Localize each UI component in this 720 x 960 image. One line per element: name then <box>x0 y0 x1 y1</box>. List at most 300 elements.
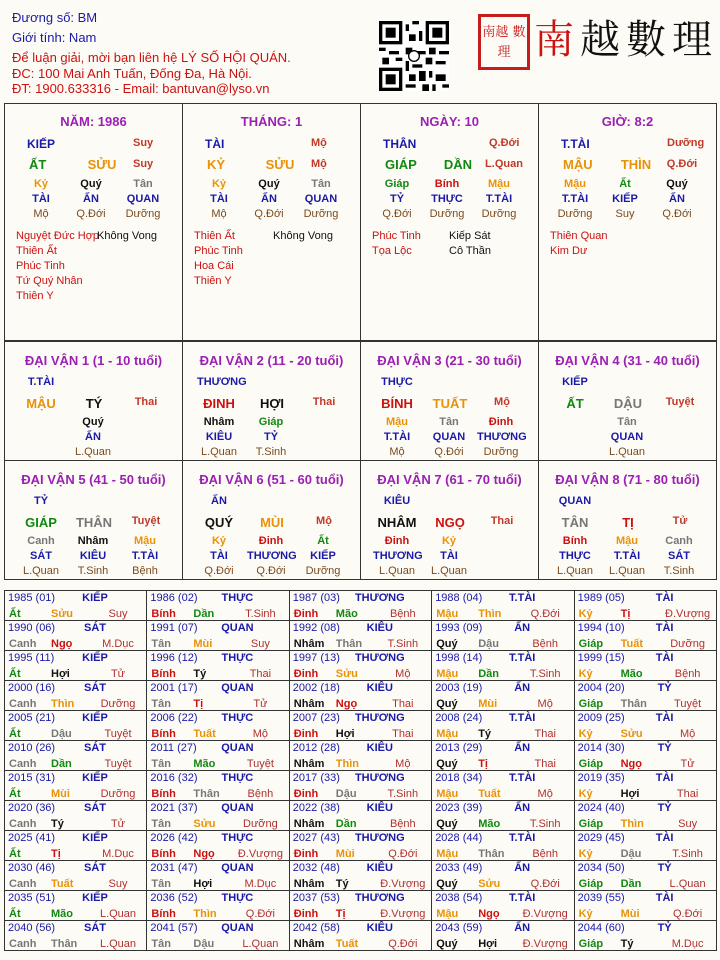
year-can: Kỷ <box>578 788 593 800</box>
daivan-hidden-stage: Q.Đới <box>256 565 286 577</box>
year-cell <box>574 920 717 951</box>
year-chi: Ngọ <box>51 638 73 650</box>
pillar-title: NGÀY: 10 <box>420 114 479 129</box>
daivan-stage: Tuyệt <box>665 396 695 408</box>
year-label: 1999 (15) <box>577 652 625 664</box>
year-label: 1986 (02) <box>150 592 198 604</box>
daivan-hidden-god: KIÊU <box>205 431 233 443</box>
year-cell <box>289 650 432 681</box>
daivan-hidden-stage: Q.Đới <box>434 446 464 458</box>
daivan-hidden-god: SÁT <box>30 550 52 562</box>
daivan-hidden-stem: Canh <box>27 535 55 547</box>
year-cell <box>146 770 289 801</box>
year-cell <box>289 740 432 771</box>
daivan-chi: HỢI <box>259 396 285 411</box>
year-can: Mậu <box>436 848 459 860</box>
year-god: SÁT <box>84 622 106 634</box>
year-label: 2006 (22) <box>150 712 198 724</box>
year-god: QUAN <box>221 802 254 814</box>
year-god: ẤN <box>514 622 531 634</box>
year-cell <box>431 800 574 831</box>
daivan-chi: TUẤT <box>432 396 468 411</box>
star-item: Thiên Ất <box>16 245 57 257</box>
daivan-stage: Mộ <box>316 515 332 527</box>
year-label: 2015 (31) <box>8 772 56 784</box>
pillar-god: THÂN <box>383 137 417 151</box>
daivan-hidden-stem: Mậu <box>134 535 156 547</box>
year-chi: Hợi <box>620 788 640 800</box>
contact-note: Để luận giải, mời bạn liên hệ LÝ SỐ HỘI QUÁN. <box>12 50 291 65</box>
daivan-hidden-stem: Canh <box>665 535 693 547</box>
year-chi: Dần <box>51 758 72 770</box>
year-chi: Sửu <box>620 728 643 740</box>
daivan-hidden-god: THƯƠNG <box>247 550 297 562</box>
year-cell <box>4 620 147 651</box>
daivan-title: ĐẠI VẬN 7 (61 - 70 tuổi) <box>377 472 522 487</box>
year-stage: Suy <box>108 608 128 620</box>
year-label: 2012 (28) <box>292 742 340 754</box>
daivan-can: NHÂM <box>377 515 417 530</box>
year-stage: M.Dục <box>102 638 134 650</box>
daivan-hidden-stem: Quý <box>82 416 104 428</box>
year-can: Bính <box>151 848 176 860</box>
year-label: 2040 (56) <box>8 922 56 934</box>
daivan-hidden-stage: T.Sinh <box>663 565 695 577</box>
year-chi: Ngọ <box>478 908 500 920</box>
year-label: 2017 (33) <box>292 772 340 784</box>
daivan-title: ĐẠI VẬN 2 (11 - 20 tuổi) <box>199 353 344 368</box>
year-stage: L.Quan <box>242 938 279 950</box>
year-can: Tân <box>151 878 171 890</box>
daivan-hidden-stem: Nhâm <box>77 535 109 547</box>
year-label: 2003 (19) <box>435 682 483 694</box>
year-cell <box>574 770 717 801</box>
year-chi: Tuất <box>335 938 359 950</box>
hidden-stem: Bính <box>434 178 460 190</box>
year-stage: T.Sinh <box>387 638 419 650</box>
year-can: Giáp <box>578 818 604 830</box>
year-can: Tân <box>151 638 171 650</box>
year-chi: Dần <box>478 668 499 680</box>
year-cell <box>289 770 432 801</box>
hidden-stage: Dưỡng <box>481 208 517 220</box>
year-cell <box>574 860 717 891</box>
year-chi: Thìn <box>478 608 502 620</box>
year-god: T.TÀI <box>509 652 536 664</box>
year-can: Nhâm <box>293 758 325 770</box>
year-god: QUAN <box>221 622 254 634</box>
year-cell <box>4 710 147 741</box>
phone-email: ĐT: 1900.633316 - Email: bantuvan@lyso.vn <box>12 81 270 96</box>
year-chi: Thân <box>193 788 220 800</box>
daivan-chi: TÝ <box>85 396 103 411</box>
year-stage: Đ.Vượng <box>380 908 426 920</box>
year-stage: Suy <box>678 818 698 830</box>
year-god: THƯƠNG <box>354 712 405 724</box>
year-cell <box>146 650 289 681</box>
year-chi: Ngọ <box>335 698 358 710</box>
star-item: Thiên Y <box>194 275 232 287</box>
daivan-card <box>360 341 539 461</box>
hidden-stem: Tân <box>133 178 153 190</box>
year-god: KIẾP <box>82 592 108 604</box>
year-label: 2005 (21) <box>8 712 56 724</box>
year-god: TÀI <box>655 832 674 844</box>
daivan-hidden-stem: Kỷ <box>441 535 457 547</box>
year-chi: Dậu <box>51 728 72 740</box>
year-god: THƯƠNG <box>354 832 405 844</box>
year-chi: Tý <box>478 728 492 740</box>
year-cell <box>431 890 574 921</box>
year-god: THỰC <box>221 712 254 724</box>
year-chi: Hợi <box>335 728 355 740</box>
hidden-god: TÀI <box>210 193 228 205</box>
brand-char: 數 <box>626 17 672 63</box>
year-can: Nhâm <box>293 818 325 830</box>
year-chi: Tý <box>620 938 634 950</box>
year-can: Tân <box>151 938 171 950</box>
year-chi: Mùi <box>193 638 213 650</box>
year-can: Giáp <box>578 758 604 770</box>
hidden-stage: Q.Đới <box>76 208 106 220</box>
year-can: Mậu <box>436 788 459 800</box>
year-stage: Đ.Vượng <box>522 908 568 920</box>
year-label: 2024 (40) <box>577 802 625 814</box>
year-label: 1998 (14) <box>435 652 483 664</box>
address: ĐC: 100 Mai Anh Tuấn, Đống Đa, Hà Nội. <box>12 66 252 81</box>
daivan-god: KIẾP <box>562 376 588 388</box>
year-stage: Thai <box>392 698 414 710</box>
daivan-stage: Thai <box>312 396 336 408</box>
pillar-chi: SỬU <box>265 157 295 172</box>
year-cell <box>574 680 717 711</box>
pillar-chi: SỬU <box>87 157 117 172</box>
year-chi: Mão <box>51 908 73 920</box>
year-can: Quý <box>436 698 458 710</box>
daivan-hidden-god: TÀI <box>210 550 228 562</box>
year-stage: T.Sinh <box>245 608 276 620</box>
year-cell <box>289 680 432 711</box>
person-name: Đương số: BM <box>12 10 98 25</box>
year-chi: Sửu <box>193 818 216 830</box>
year-can: Kỷ <box>578 848 593 860</box>
year-stage: Tử <box>680 758 695 770</box>
year-god: T.TÀI <box>509 892 536 904</box>
daivan-chi: TỊ <box>622 515 634 530</box>
year-cell <box>4 650 147 681</box>
year-chi: Thân <box>335 638 363 650</box>
year-god: SÁT <box>84 862 106 874</box>
year-stage: Thai <box>676 788 699 800</box>
year-stage: Q.Đới <box>245 908 275 920</box>
year-stage: Dưỡng <box>670 638 705 650</box>
year-stage: Mộ <box>252 728 269 740</box>
year-label: 2007 (23) <box>292 712 340 724</box>
daivan-hidden-god: SÁT <box>668 550 690 562</box>
star-item: Kiếp Sát <box>449 230 491 242</box>
year-chi: Tị <box>478 758 488 770</box>
daivan-chi: THÂN <box>75 515 113 530</box>
year-cell <box>431 680 574 711</box>
daivan-hidden-stem: Giáp <box>258 416 284 428</box>
year-god: QUAN <box>221 742 254 754</box>
year-chi: Mão <box>620 668 643 680</box>
year-label: 2018 (34) <box>435 772 483 784</box>
year-label: 2019 (35) <box>577 772 625 784</box>
daivan-hidden-god: KIÊU <box>79 550 107 562</box>
daivan-hidden-god: T.TÀI <box>383 431 411 443</box>
year-god: KIÊU <box>366 622 393 634</box>
year-cell <box>4 770 147 801</box>
daivan-title: ĐẠI VẬN 5 (41 - 50 tuổi) <box>21 472 166 487</box>
year-stage: Tuyệt <box>246 758 274 770</box>
year-cell <box>289 710 432 741</box>
year-god: T.TÀI <box>509 712 536 724</box>
daivan-stage: Tử <box>672 515 688 527</box>
daivan-hidden-stage: L.Quan <box>22 565 60 577</box>
daivan-hidden-god: THƯƠNG <box>373 550 423 562</box>
year-can: Canh <box>9 638 37 650</box>
year-chi: Tý <box>335 878 349 890</box>
year-can: Bính <box>151 608 176 620</box>
pillar-stage2: Q.Đới <box>666 158 698 170</box>
pillar-card <box>4 103 183 341</box>
hidden-stem: Tân <box>311 178 331 190</box>
year-cell <box>431 920 574 951</box>
year-stage: Q.Đới <box>530 608 560 620</box>
year-can: Bính <box>151 908 176 920</box>
year-chi: Ngọ <box>193 848 215 860</box>
year-can: Mậu <box>436 608 459 620</box>
year-label: 2042 (58) <box>292 922 340 934</box>
gender: Giới tính: Nam <box>12 30 97 45</box>
year-can: Tân <box>151 698 171 710</box>
year-label: 2036 (52) <box>150 892 198 904</box>
year-stage: Thai <box>534 728 556 740</box>
year-can: Canh <box>9 758 37 770</box>
hidden-stage: Q.Đới <box>382 208 412 220</box>
year-label: 2022 (38) <box>292 802 340 814</box>
daivan-hidden-god: THỰC <box>559 550 591 562</box>
year-can: Canh <box>9 878 37 890</box>
hidden-stage: Dưỡng <box>557 208 593 220</box>
hidden-god: QUAN <box>126 193 160 205</box>
year-label: 2004 (20) <box>577 682 625 694</box>
year-stage: Đ.Vượng <box>237 848 283 860</box>
year-cell <box>574 620 717 651</box>
daivan-god: ẤN <box>211 495 227 507</box>
pillar-stage: Q.Đới <box>489 137 520 149</box>
year-stage: Đ.Vượng <box>665 608 711 620</box>
daivan-hidden-stem: Mậu <box>386 416 408 428</box>
year-god: TỶ <box>657 682 672 694</box>
year-stage: Bệnh <box>532 848 559 860</box>
year-stage: Tuyệt <box>674 698 702 710</box>
year-chi: Tị <box>193 698 204 710</box>
hidden-stem: Giáp <box>384 178 410 190</box>
year-cell <box>574 830 717 861</box>
daivan-can: ĐINH <box>203 396 235 411</box>
year-label: 2041 (57) <box>150 922 198 934</box>
year-chi: Thìn <box>620 818 644 830</box>
year-label: 2014 (30) <box>577 742 625 754</box>
hidden-stage: Mộ <box>211 208 227 220</box>
year-stage: Tử <box>110 818 126 830</box>
year-god: KIẾP <box>82 712 108 724</box>
pillar-can: KỶ <box>207 157 226 172</box>
year-can: Đinh <box>293 788 319 800</box>
year-cell <box>289 830 432 861</box>
daivan-chi: MÙI <box>260 515 284 530</box>
year-label: 2026 (42) <box>150 832 198 844</box>
daivan-hidden-stage: Q.Đới <box>204 565 234 577</box>
year-god: T.TÀI <box>509 772 536 784</box>
year-cell <box>574 740 717 771</box>
hidden-god: T.TÀI <box>561 193 589 205</box>
year-cell <box>431 590 574 621</box>
year-label: 2031 (47) <box>150 862 198 874</box>
daivan-hidden-stage: L.Quan <box>608 446 646 458</box>
year-label: 1996 (12) <box>150 652 198 664</box>
year-label: 1994 (10) <box>577 622 625 634</box>
year-can: Giáp <box>578 938 604 950</box>
year-label: 2016 (32) <box>150 772 198 784</box>
year-label: 2039 (55) <box>577 892 625 904</box>
year-label: 1989 (05) <box>577 592 625 604</box>
year-stage: M.Dục <box>102 848 134 860</box>
year-cell <box>431 710 574 741</box>
year-stage: Đ.Vượng <box>522 938 568 950</box>
year-stage: Bệnh <box>247 788 274 800</box>
year-god: QUAN <box>221 682 254 694</box>
year-cell <box>4 590 147 621</box>
year-chi: Dậu <box>478 638 499 650</box>
year-chi: Dần <box>620 878 642 890</box>
year-stage: Mộ <box>395 668 411 680</box>
year-stage: Đ.Vượng <box>380 878 426 890</box>
daivan-can: MẬU <box>26 396 56 411</box>
year-cell <box>431 860 574 891</box>
year-god: SÁT <box>84 922 106 934</box>
star-item: Thiên Quan <box>550 230 608 242</box>
year-god: TÀI <box>655 652 674 664</box>
year-cell <box>574 710 717 741</box>
year-chi: Tuất <box>620 638 643 650</box>
daivan-hidden-stage: T.Sinh <box>77 565 109 577</box>
hidden-stem: Ất <box>619 178 631 190</box>
year-chi: Hợi <box>193 878 213 890</box>
hidden-god: KIẾP <box>612 193 638 205</box>
pillar-card <box>360 103 539 341</box>
year-chi: Tuất <box>51 878 74 890</box>
year-stage: Tuyệt <box>104 728 132 740</box>
daivan-hidden-stem: Đinh <box>384 535 410 547</box>
year-can: Ất <box>9 848 21 860</box>
year-chi: Dậu <box>193 938 215 950</box>
daivan-hidden-stage: Mộ <box>389 446 405 458</box>
year-chi: Thân <box>51 938 78 950</box>
star-item: Phúc Tinh <box>372 230 421 242</box>
year-can: Ất <box>9 908 21 920</box>
year-chi: Dần <box>335 818 357 830</box>
hidden-stage: Suy <box>615 208 635 220</box>
pillar-chi: THÌN <box>620 157 652 172</box>
year-stage: L.Quan <box>99 908 137 920</box>
daivan-hidden-stage: Bệnh <box>132 565 158 577</box>
year-stage: Tử <box>110 668 126 680</box>
year-can: Nhâm <box>293 938 325 950</box>
year-cell <box>146 890 289 921</box>
daivan-hidden-stage: L.Quan <box>608 565 646 577</box>
year-stage: Bệnh <box>674 668 701 680</box>
hidden-stage: Dưỡng <box>429 208 465 220</box>
year-chi: Thìn <box>193 908 217 920</box>
year-chi: Hợi <box>51 668 70 680</box>
year-can: Quý <box>436 938 458 950</box>
year-label: 1992 (08) <box>292 622 340 634</box>
daivan-hidden-god: QUAN <box>610 431 644 443</box>
year-can: Bính <box>151 728 176 740</box>
year-stage: Thai <box>534 758 556 770</box>
daivan-hidden-stem: Tân <box>439 416 459 428</box>
year-label: 2000 (16) <box>8 682 56 694</box>
year-god: ẤN <box>514 742 531 754</box>
hidden-god: ẤN <box>83 193 99 205</box>
year-god: THỰC <box>221 772 254 784</box>
year-label: 2027 (43) <box>292 832 340 844</box>
year-label: 2035 (51) <box>8 892 56 904</box>
daivan-hidden-stage: L.Quan <box>74 446 112 458</box>
year-chi: Sửu <box>335 668 358 680</box>
year-cell <box>431 620 574 651</box>
pillar-stage: Mộ <box>311 137 327 149</box>
year-god: THỰC <box>221 892 254 904</box>
year-stage: Bệnh <box>532 638 559 650</box>
year-label: 1995 (11) <box>8 652 55 664</box>
year-stage: M.Dục <box>671 938 704 950</box>
daivan-hidden-god: QUAN <box>432 431 466 443</box>
hidden-stage: Q.Đới <box>662 208 692 220</box>
year-label: 2038 (54) <box>435 892 483 904</box>
daivan-hidden-stage: L.Quan <box>430 565 468 577</box>
star-item: Tứ Quý Nhân <box>16 275 83 287</box>
year-can: Đinh <box>293 608 319 620</box>
daivan-hidden-stage: L.Quan <box>378 565 416 577</box>
year-chi: Mùi <box>335 848 355 860</box>
daivan-can: BÍNH <box>381 396 413 411</box>
year-can: Mậu <box>436 908 459 920</box>
year-god: THỰC <box>221 592 254 604</box>
year-cell <box>4 830 147 861</box>
pillar-stage2: L.Quan <box>485 158 523 170</box>
daivan-god: KIÊU <box>383 495 411 507</box>
pillar-stage: Suy <box>133 137 154 149</box>
hidden-stage: Dưỡng <box>125 208 161 220</box>
year-cell <box>146 710 289 741</box>
year-stage: Mộ <box>679 728 696 740</box>
year-label: 2043 (59) <box>435 922 483 934</box>
year-label: 1985 (01) <box>8 592 56 604</box>
year-stage: T.Sinh <box>387 788 419 800</box>
hidden-god: THỰC <box>431 193 463 205</box>
daivan-hidden-stem: Đinh <box>488 416 514 428</box>
year-chi: Thân <box>478 848 505 860</box>
daivan-hidden-stem: Nhâm <box>203 416 235 428</box>
year-can: Nhâm <box>293 638 325 650</box>
year-cell <box>146 800 289 831</box>
daivan-title: ĐẠI VẬN 4 (31 - 40 tuổi) <box>555 353 700 368</box>
year-chi: Tý <box>193 668 207 680</box>
